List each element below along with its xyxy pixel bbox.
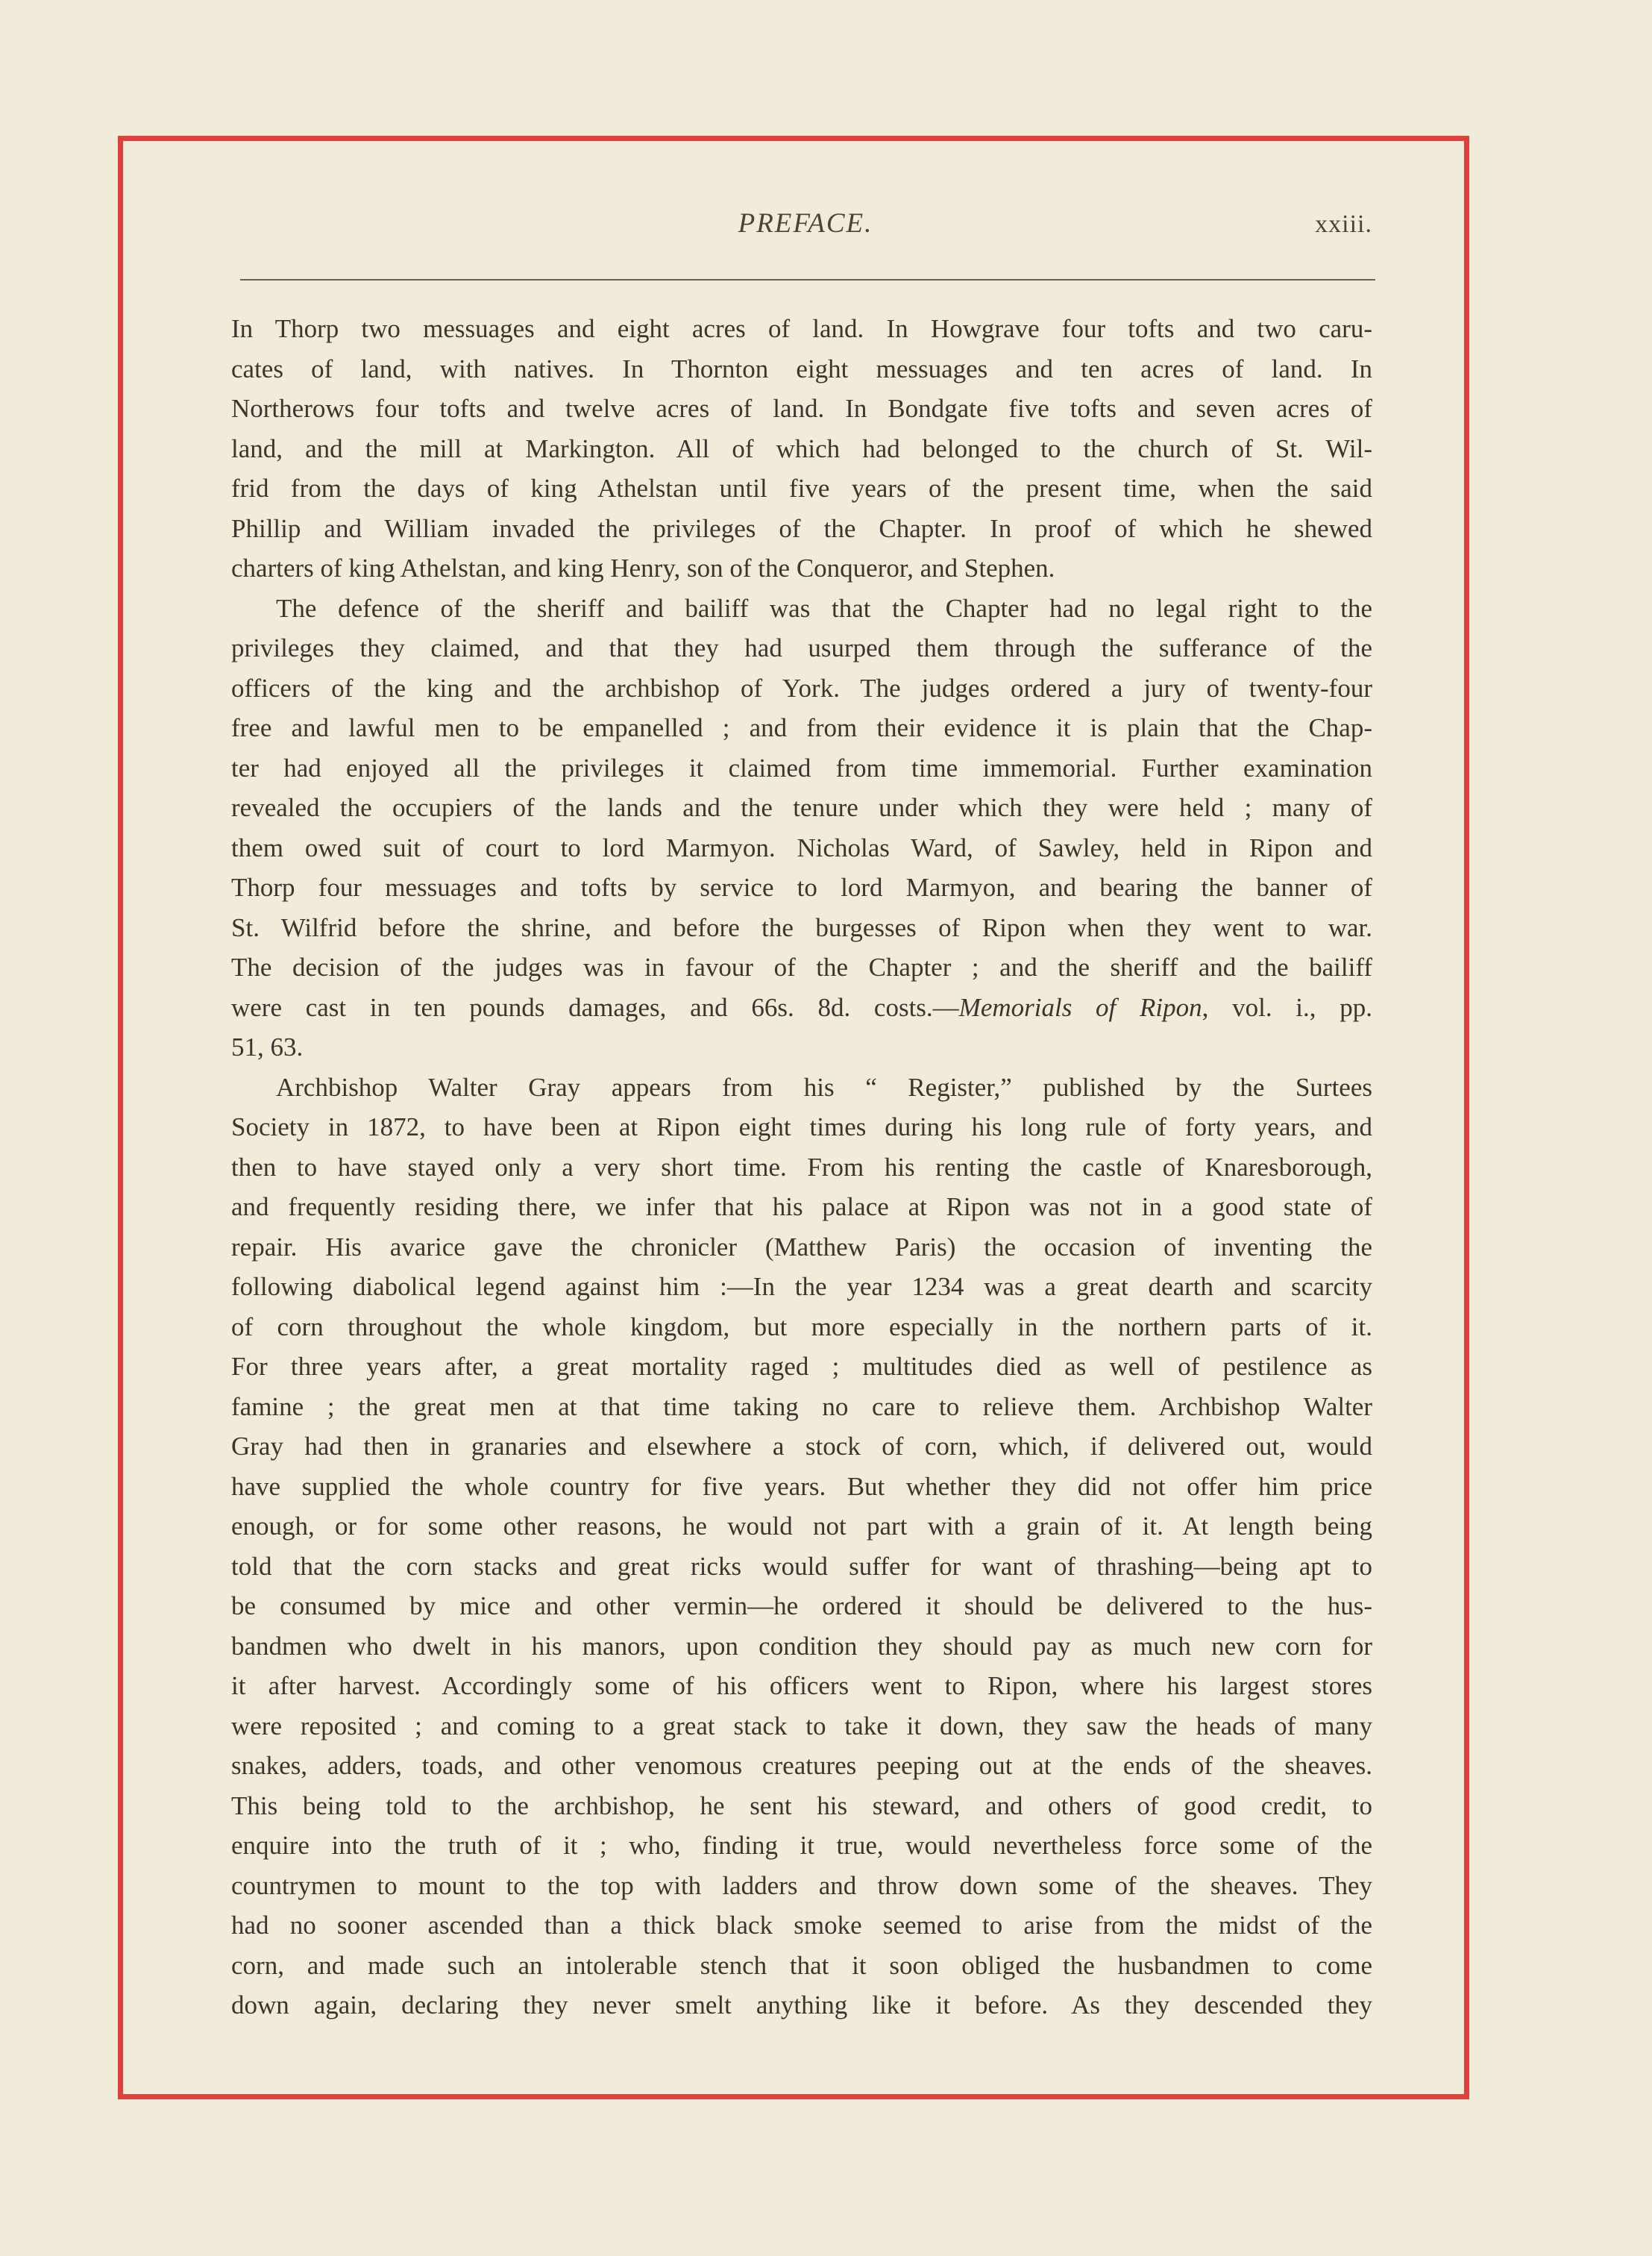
text-line: and frequently residing there, we infer that his palace at Ripon was not in a good state of: [231, 1192, 1372, 1221]
text-line: ter had enjoyed all the privileges it claimed from time immemorial. Further examination: [231, 753, 1372, 783]
text-line: famine ; the great men at that time taking no care to relieve them. Archbishop Walter: [231, 1391, 1372, 1421]
text-line: land, and the mill at Markington. All of which had belonged to the church of St. Wil-: [231, 433, 1372, 463]
text-line: officers of the king and the archbishop of York. The judges ordered a jury of twenty-four: [231, 673, 1372, 703]
paragraph-start-line: The defence of the sheriff and bailiff was that the Chapter had no legal right to the: [276, 593, 1372, 623]
text-line: Thorp four messuages and tofts by service to lord Marmyon, and bearing the banner of: [231, 873, 1372, 902]
text-line: enquire into the truth of it ; who, finding it true, would nevertheless force some of the: [231, 1831, 1372, 1860]
page-number: xxiii.: [1315, 210, 1372, 238]
text-line: have supplied the whole country for five years. But whether they did not offer him price: [231, 1471, 1372, 1501]
text-line: frid from the days of king Athelstan until five years of the present time, when the said: [231, 474, 1372, 503]
text-line: them owed suit of court to lord Marmyon. Nicholas Ward, of Sawley, held in Ripon and: [231, 833, 1372, 862]
citation-suffix: , vol. i., pp.: [1202, 992, 1373, 1022]
text-line: then to have stayed only a very short time. From his renting the castle of Knaresborough,: [231, 1152, 1372, 1182]
text-line: In Thorp two messuages and eight acres of land. In Howgrave four tofts and two caru-: [231, 314, 1372, 343]
header-rule: [240, 279, 1375, 281]
paragraph-start-line: Archbishop Walter Gray appears from his “ Register,” published by the Surtees: [276, 1072, 1372, 1102]
text-line: countrymen to mount to the top with ladders and throw down some of the sheaves. They: [231, 1870, 1372, 1900]
citation-prefix: were cast in ten pounds damages, and 66s. 8d. costs.—: [231, 992, 959, 1022]
text-line: told that the corn stacks and great ricks would suffer for want of thrashing—being apt to: [231, 1551, 1372, 1581]
text-line: This being told to the archbishop, he sent his steward, and others of good credit, to: [231, 1790, 1372, 1820]
citation-title: Memorials of Ripon: [958, 992, 1202, 1022]
text-line: Society in 1872, to have been at Ripon eight times during his long rule of forty years, and: [231, 1112, 1372, 1141]
text-line: St. Wilfrid before the shrine, and before the burgesses of Ripon when they went to war.: [231, 912, 1372, 942]
text-line: enough, or for some other reasons, he would not part with a grain of it. At length being: [231, 1511, 1372, 1541]
running-title: PREFACE.: [738, 208, 873, 239]
text-line: charters of king Athelstan, and king Henry, son of the Conqueror, and Stephen.: [231, 554, 1055, 583]
text-line: The decision of the judges was in favour of the Chapter ; and the sheriff and the bailiff: [231, 953, 1372, 982]
text-line: free and lawful men to be empanelled ; and from their evidence it is plain that the Chap-: [231, 713, 1372, 742]
text-line: bandmen who dwelt in his manors, upon condition they should pay as much new corn for: [231, 1631, 1372, 1661]
body-text: [231, 309, 1372, 2025]
text-line: down again, declaring they never smelt anything like it before. As they descended they: [231, 1990, 1372, 2020]
text-line: of corn throughout the whole kingdom, but more especially in the northern parts of it.: [231, 1312, 1372, 1341]
text-line: snakes, adders, toads, and other venomous creatures peeping out at the ends of the sheaves.: [231, 1751, 1372, 1780]
text-line: following diabolical legend against him :—In the year 1234 was a great dearth and scarcity: [231, 1272, 1372, 1301]
text-line: 51, 63.: [231, 1033, 304, 1062]
text-line: Gray had then in granaries and elsewhere a stock of corn, which, if delivered out, would: [231, 1432, 1372, 1461]
text-line: cates of land, with natives. In Thornton eight messuages and ten acres of land. In: [231, 354, 1372, 383]
text-line: privileges they claimed, and that they had usurped them through the sufferance of the: [231, 633, 1372, 662]
text-line: Northerows four tofts and twelve acres of land. In Bondgate five tofts and seven acres of: [231, 394, 1372, 423]
text-line: had no sooner ascended than a thick black smoke seemed to arise from the midst of the: [231, 1911, 1372, 1940]
text-line: Phillip and William invaded the privileges of the Chapter. In proof of which he shewed: [231, 513, 1372, 543]
text-line: corn, and made such an intolerable stench that it soon obliged the husbandmen to come: [231, 1950, 1372, 1980]
text-line: For three years after, a great mortality raged ; multitudes died as well of pestilence as: [231, 1352, 1372, 1381]
text-line: be consumed by mice and other vermin—he ordered it should be delivered to the hus-: [231, 1591, 1372, 1620]
text-line: were reposited ; and coming to a great stack to take it down, they saw the heads of many: [231, 1711, 1372, 1740]
citation-line: [231, 988, 1372, 1028]
text-line: revealed the occupiers of the lands and the tenure under which they were held ; many of: [231, 793, 1372, 822]
text-line: it after harvest. Accordingly some of his officers went to Ripon, where his largest stores: [231, 1671, 1372, 1700]
page-header: [239, 207, 1372, 252]
text-line: repair. His avarice gave the chronicler (Matthew Paris) the occasion of inventing the: [231, 1232, 1372, 1262]
